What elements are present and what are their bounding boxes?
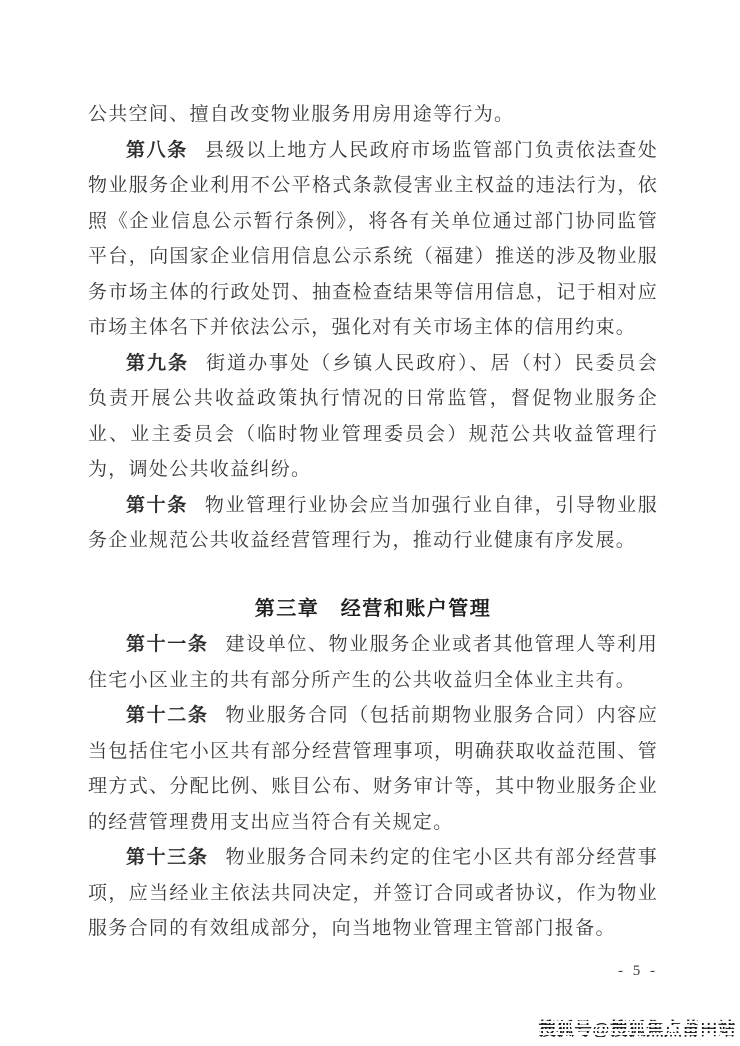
article-text: 物业服务合同（包括前期物业服务合同）内容应当包括住宅小区共有部分经营管理事项，明确获取收益范围、管理方式、分配比例、账目公布、财务审计等，其中物业服务企业的经营管理费用支出应当符合有关规定。	[88, 705, 658, 833]
article-text: 建设单位、物业服务企业或者其他管理人等利用住宅小区业主的共有部分所产生的公共收益归全体业主共有。	[88, 634, 658, 691]
continuation-paragraph	[88, 97, 658, 133]
article-paragraph	[88, 488, 658, 559]
article-number: 第十条	[126, 494, 188, 516]
article-number: 第八条	[126, 139, 188, 161]
article-paragraph	[88, 627, 658, 698]
article-text: 街道办事处（乡镇人民政府）、居（村）民委员会负责开展公共收益政策执行情况的日常监管，督促物业服务企业、业主委员会（临时物业管理委员会）规范公共收益管理行为，调处公共收益纠纷。	[88, 352, 658, 480]
article-text: 公共空间、擅自改变物业服务用房用途等行为。	[88, 104, 515, 125]
article-number: 第十一条	[126, 634, 209, 655]
article-number: 第十三条	[126, 847, 209, 868]
article-text: 物业管理行业协会应当加强行业自律，引导物业服务企业规范公共收益经营管理行为，推动行业健康有序发展。	[88, 494, 658, 551]
article-paragraph	[88, 698, 658, 840]
article-text: 县级以上地方人民政府市场监管部门负责依法查处物业服务企业利用不公平格式条款侵害业主权益的违法行为，依照《企业信息公示暂行条例》，将各有关单位通过部门协同监管平台，向国家企业信用信息公示系统（福建）推送的涉及物业服务市场主体的行政处罚、抽查检查结果等信用信息，记于相对应市场主体名下并依法公示，强化对有关市场主体的信用约束。	[88, 139, 658, 338]
article-text: 物业服务合同未约定的住宅小区共有部分经营事项，应当经业主依法共同决定，并签订合同或者协议，作为物业服务合同的有效组成部分，向当地物业管理主管部门报备。	[88, 847, 658, 939]
document-body	[88, 97, 658, 947]
chapter-heading: 第三章 经营和账户管理	[254, 597, 492, 620]
article-number: 第十二条	[126, 705, 209, 726]
page-number: - 5 -	[618, 963, 658, 979]
article-number: 第九条	[126, 352, 190, 374]
article-paragraph	[88, 133, 658, 346]
article-paragraph	[88, 840, 658, 947]
watermark: 搜狐号@搜狐焦点莆田站	[538, 1016, 736, 1041]
article-paragraph	[88, 346, 658, 488]
